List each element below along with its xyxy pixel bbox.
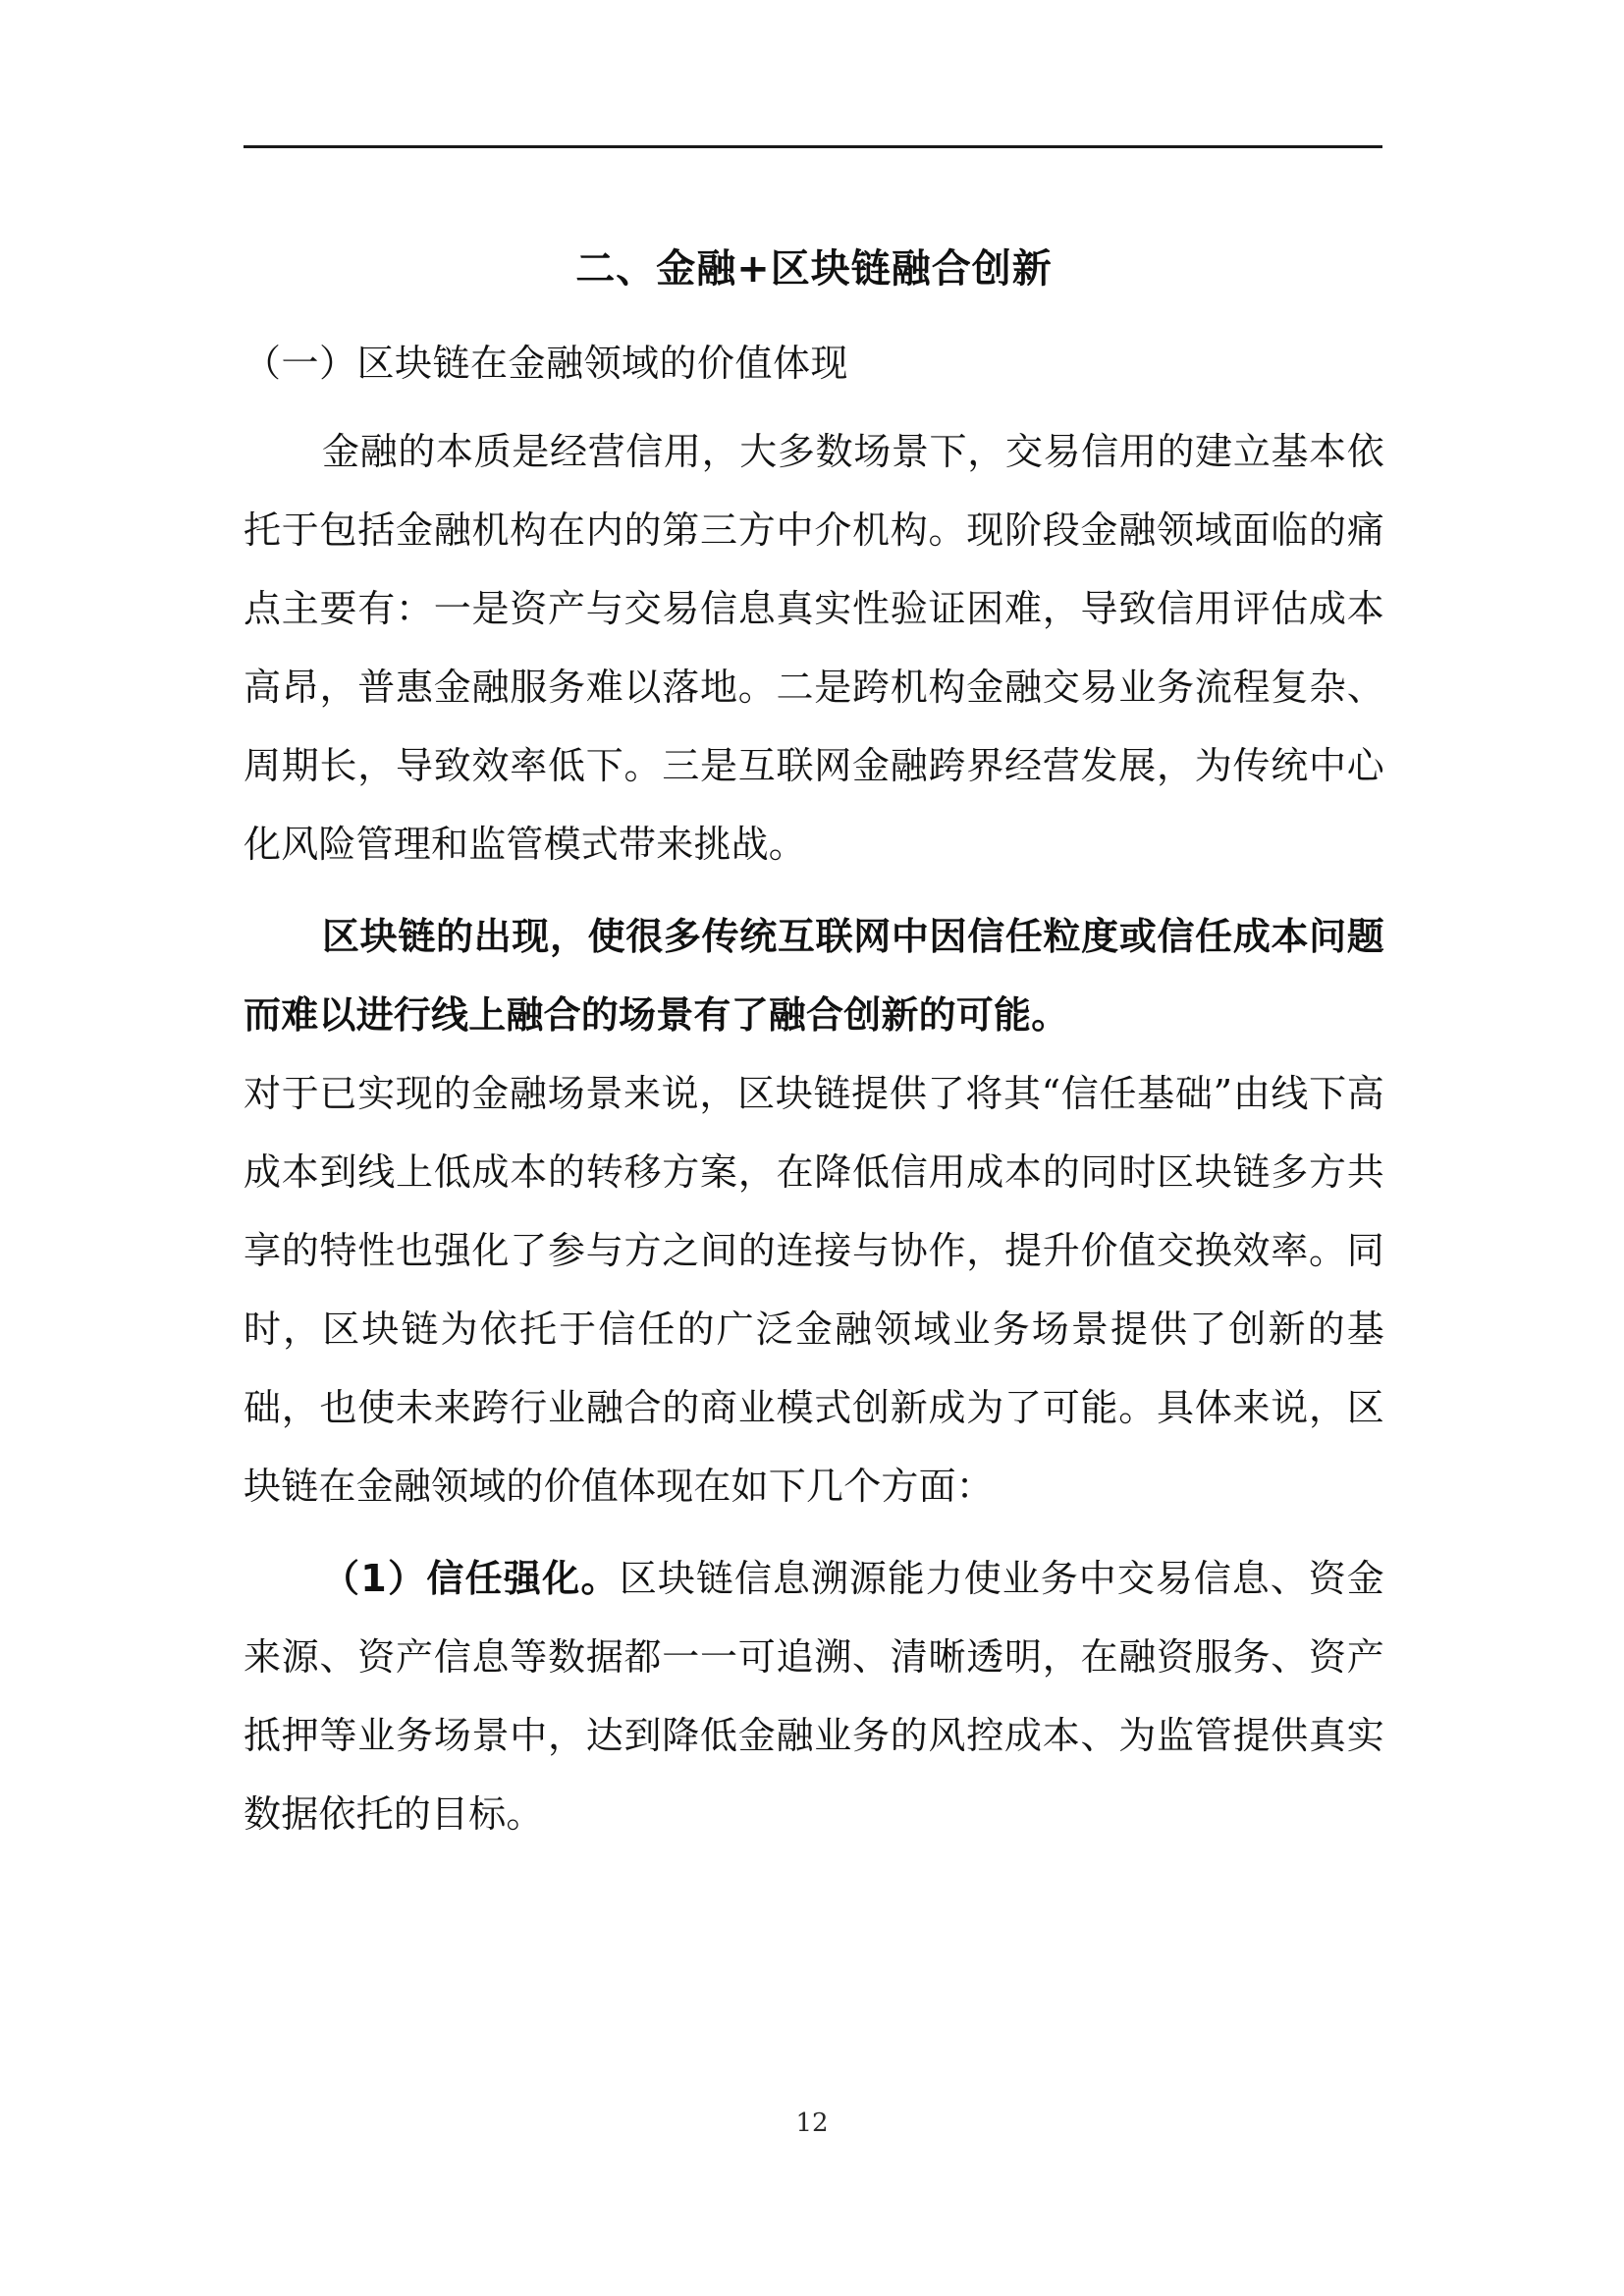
paragraph-3: 对于已实现的金融场景来说，区块链提供了将其“信任基础”由线下高成本到线上低成本的转移方案，在降低信用成本的同时区块链多方共享的特性也强化了参与方之间的连接与协作，提升价值交换效率。同时，区块链为依托于信任的广泛金融领域业务场景提供了创新的基础，也使未来跨行业融合的商业模式创新成为了可能。具体来说，区块链在金融领域的价值体现在如下几个方面：: [244, 1072, 1384, 1508]
paragraph-1: 金融的本质是经营信用，大多数场景下，交易信用的建立基本依托于包括金融机构在内的第三方中介机构。现阶段金融领域面临的痛点主要有：一是资产与交易信息真实性验证困难，导致信用评估成本高昂，普惠金融服务难以落地。二是跨机构金融交易业务流程复杂、周期长，导致效率低下。三是互联网金融跨界经营发展，为传统中心化风险管理和监管模式带来挑战。: [244, 430, 1384, 866]
paragraph-4-body: 区块链信息溯源能力使业务中交易信息、资金来源、资产信息等数据都一一可追溯、清晰透明，在融资服务、资产抵押等业务场景中，达到降低金融业务的风控成本、为监管提供真实数据依托的目标。: [244, 1557, 1384, 1836]
page-title: 二、金融+区块链融合创新: [575, 246, 1053, 292]
spacer: [244, 1525, 1384, 1539]
paragraph-4: [244, 1539, 1384, 1853]
page-content: [244, 234, 1384, 1853]
paragraph-2-emphasis: 区块链的出现，使很多传统互联网中因信任粒度或信任成本问题而难以进行线上融合的场景有了融合创新的可能。: [244, 915, 1384, 1037]
page-header-rule: [244, 145, 1382, 148]
paragraph-4-lead-label: （1）信任强化。: [322, 1557, 620, 1600]
spacer: [244, 883, 1384, 897]
section-heading: （一）区块链在金融领域的价值体现: [244, 342, 849, 385]
page-number: 12: [795, 2109, 829, 2138]
